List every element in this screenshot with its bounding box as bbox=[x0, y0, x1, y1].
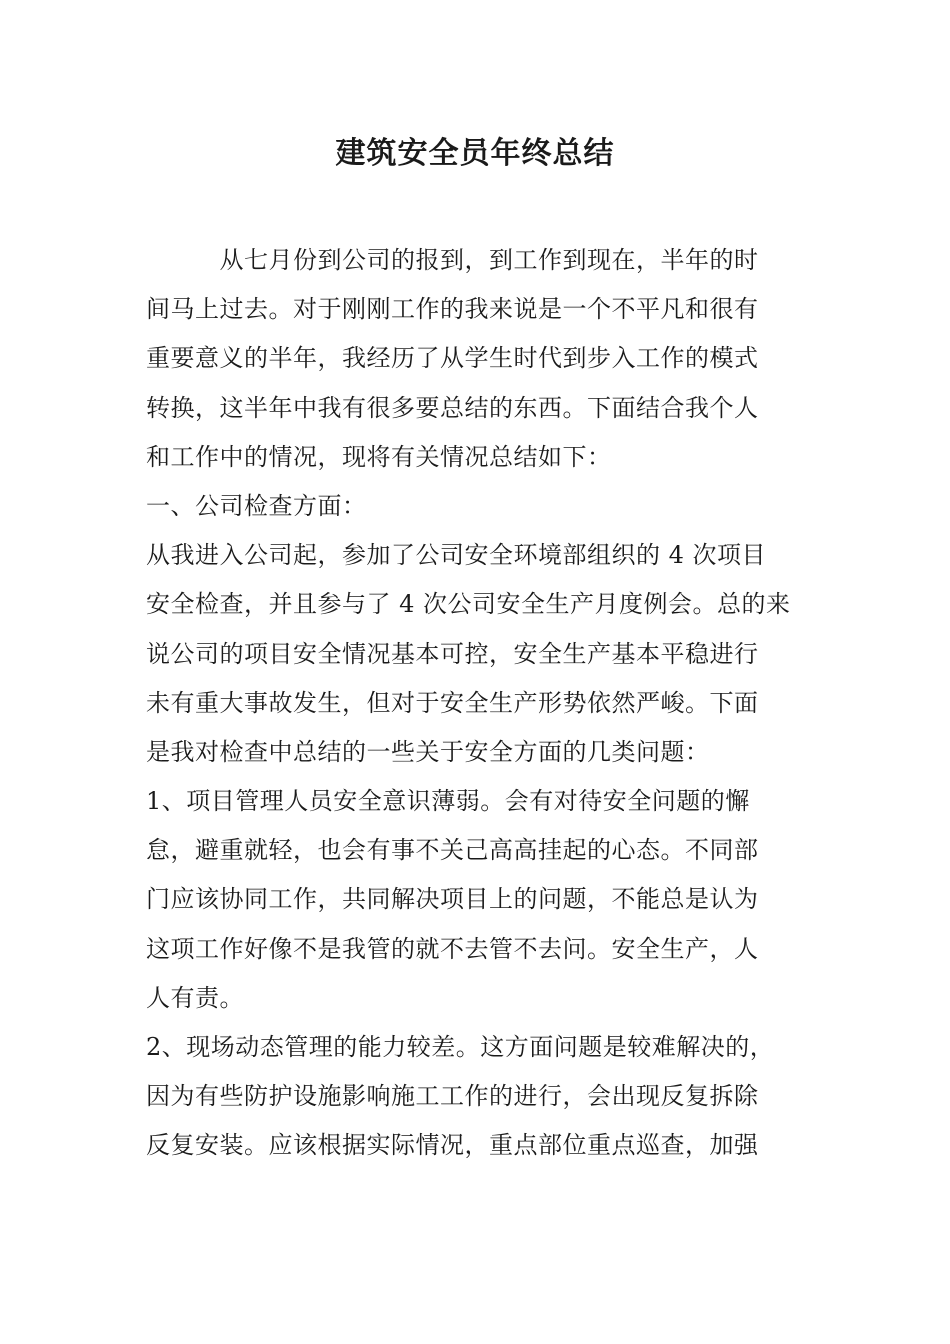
paragraph-line: 怠，避重就轻，也会有事不关己高高挂起的心态。不同部 bbox=[146, 836, 759, 865]
paragraph-line: 人有责。 bbox=[146, 983, 244, 1012]
paragraph-line: 是我对检查中总结的一些关于安全方面的几类问题： bbox=[146, 737, 710, 766]
paragraph-line: 从我进入公司起，参加了公司安全环境部组织的 4 次项目 bbox=[146, 541, 767, 570]
paragraph-line: 门应该协同工作，共同解决项目上的问题，不能总是认为 bbox=[146, 885, 759, 914]
paragraph-line: 安全检查，并且参与了 4 次公司安全生产月度例会。总的来 bbox=[146, 590, 791, 619]
document-body bbox=[146, 236, 806, 1171]
paragraph-line: 转换，这半年中我有很多要总结的东西。下面结合我个人 bbox=[146, 393, 759, 422]
paragraph-line: 未有重大事故发生，但对于安全生产形势依然严峻。下面 bbox=[146, 688, 759, 717]
paragraph-line: 这项工作好像不是我管的就不去管不去问。安全生产，人 bbox=[146, 934, 759, 963]
paragraph-line: 反复安装。应该根据实际情况，重点部位重点巡查，加强 bbox=[146, 1131, 759, 1160]
paragraph-line: 和工作中的情况，现将有关情况总结如下： bbox=[146, 442, 612, 471]
paragraph-line: 重要意义的半年，我经历了从学生时代到步入工作的模式 bbox=[146, 344, 759, 373]
paragraph-line: 间马上过去。对于刚刚工作的我来说是一个不平凡和很有 bbox=[146, 295, 759, 324]
paragraph-line: 说公司的项目安全情况基本可控，安全生产基本平稳进行 bbox=[146, 639, 759, 668]
paragraph-line: 2、现场动态管理的能力较差。这方面问题是较难解决的， bbox=[146, 1033, 775, 1061]
section-heading: 一、公司检查方面： bbox=[146, 491, 367, 520]
paragraph-line: 1、项目管理人员安全意识薄弱。会有对待安全问题的懈 bbox=[146, 787, 750, 816]
document-title: 建筑安全员年终总结 bbox=[335, 136, 615, 171]
paragraph-line: 因为有些防护设施影响施工工作的进行，会出现反复拆除 bbox=[146, 1082, 759, 1111]
paragraph-line: 从七月份到公司的报到，到工作到现在，半年的时 bbox=[146, 246, 759, 274]
